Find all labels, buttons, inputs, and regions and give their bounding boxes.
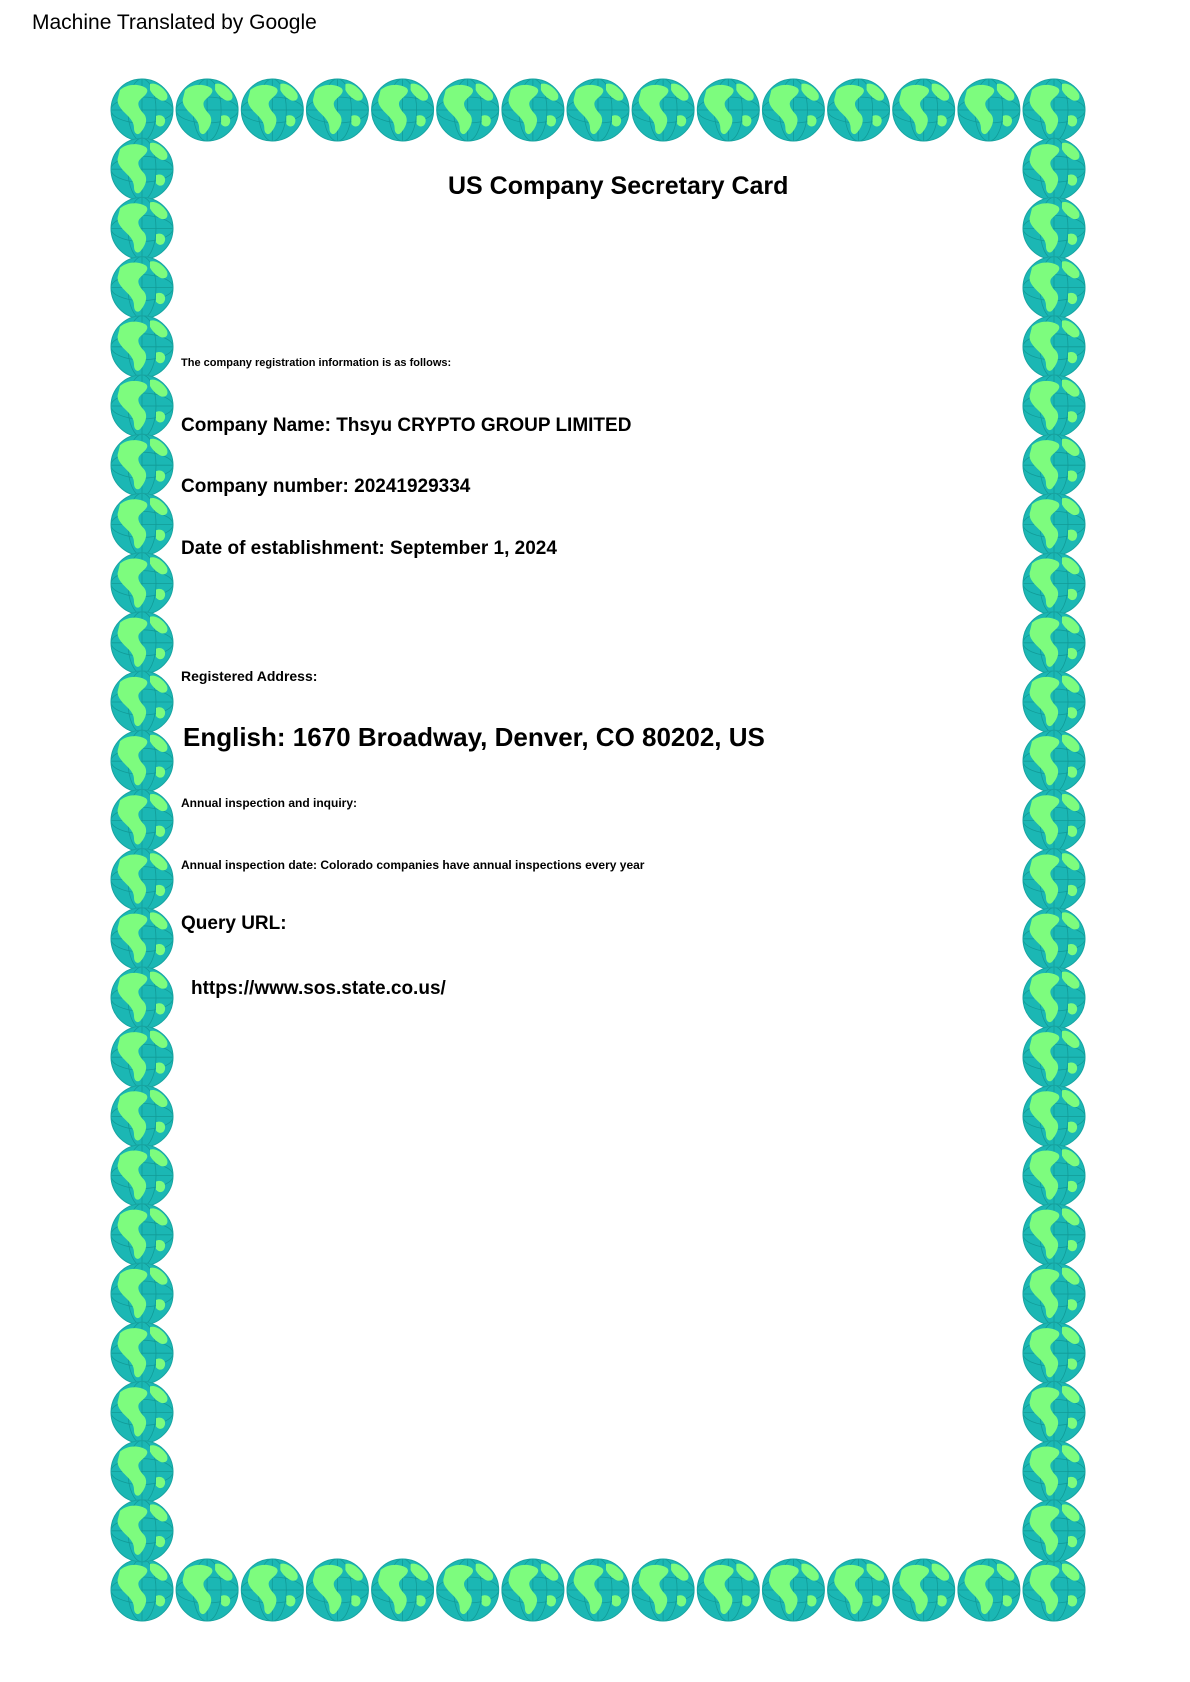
globe-icon: [1023, 257, 1085, 319]
globe-icon: [111, 1085, 173, 1147]
globe-icon: [1023, 1500, 1085, 1562]
globe-icon: [372, 79, 434, 141]
globe-icon: [502, 79, 564, 141]
globe-icon: [1023, 1381, 1085, 1443]
globe-icon: [111, 375, 173, 437]
annual-inspection-date: Annual inspection date: Colorado companies have annual inspections every year: [181, 858, 645, 872]
globe-icon: [1023, 316, 1085, 378]
globe-icon: [1023, 908, 1085, 970]
machine-translation-banner: Machine Translated by Google: [32, 11, 317, 34]
registered-address-english: English: 1670 Broadway, Denver, CO 80202, US: [183, 722, 765, 752]
globe-icon: [762, 1559, 824, 1621]
query-url-link[interactable]: https://www.sos.state.co.us/: [191, 978, 446, 999]
globe-icon: [632, 79, 694, 141]
globe-icon: [762, 79, 824, 141]
globe-icon: [567, 79, 629, 141]
globe-icon: [958, 79, 1020, 141]
globe-icon: [111, 612, 173, 674]
globe-icon: [632, 1559, 694, 1621]
globe-icon: [697, 79, 759, 141]
globe-icon: [111, 1381, 173, 1443]
globe-icon: [958, 1559, 1020, 1621]
globe-icon: [111, 1026, 173, 1088]
globe-icon: [306, 1559, 368, 1621]
globe-icon: [111, 671, 173, 733]
globe-icon: [1023, 1026, 1085, 1088]
globe-border-globes: [111, 79, 1085, 1621]
globe-icon: [1023, 1085, 1085, 1147]
globe-icon: [437, 79, 499, 141]
company-name: Company Name: Thsyu CRYPTO GROUP LIMITED: [181, 415, 632, 436]
globe-icon: [1023, 849, 1085, 911]
date-of-establishment: Date of establishment: September 1, 2024: [181, 538, 557, 559]
registered-address-label: Registered Address:: [181, 668, 318, 684]
globe-icon: [111, 434, 173, 496]
globe-icon: [111, 1559, 173, 1621]
globe-icon: [437, 1559, 499, 1621]
annual-inspection-label: Annual inspection and inquiry:: [181, 796, 358, 810]
globe-icon: [1023, 1559, 1085, 1621]
globe-icon: [176, 79, 238, 141]
globe-icon: [1023, 671, 1085, 733]
globe-icon: [111, 1145, 173, 1207]
globe-icon: [893, 79, 955, 141]
globe-icon: [372, 1559, 434, 1621]
globe-icon: [111, 197, 173, 259]
globe-icon: [1023, 789, 1085, 851]
globe-icon: [502, 1559, 564, 1621]
globe-icon: [241, 79, 303, 141]
globe-icon: [1023, 1441, 1085, 1503]
globe-icon: [1023, 1263, 1085, 1325]
globe-icon: [1023, 197, 1085, 259]
card-title: US Company Secretary Card: [448, 172, 789, 200]
globe-icon: [697, 1559, 759, 1621]
globe-icon: [111, 1204, 173, 1266]
globe-icon: [1023, 612, 1085, 674]
globe-icon: [828, 79, 890, 141]
company-number: Company number: 20241929334: [181, 476, 471, 497]
globe-icon: [111, 730, 173, 792]
globe-icon: [1023, 138, 1085, 200]
globe-icon: [111, 257, 173, 319]
globe-icon: [893, 1559, 955, 1621]
globe-icon: [176, 1559, 238, 1621]
globe-icon: [111, 849, 173, 911]
globe-icon: [828, 1559, 890, 1621]
globe-icon: [1023, 375, 1085, 437]
globe-icon: [111, 1322, 173, 1384]
globe-icon: [111, 1500, 173, 1562]
globe-icon: [1023, 434, 1085, 496]
globe-icon: [1023, 967, 1085, 1029]
globe-icon: [1023, 1204, 1085, 1266]
globe-icon: [1023, 493, 1085, 555]
query-url-label: Query URL:: [181, 913, 287, 934]
globe-icon: [1023, 553, 1085, 615]
globe-icon: [111, 1263, 173, 1325]
globe-icon: [567, 1559, 629, 1621]
globe-icon: [111, 789, 173, 851]
globe-icon: [1023, 79, 1085, 141]
globe-icon: [306, 79, 368, 141]
globe-icon: [1023, 1322, 1085, 1384]
globe-icon: [111, 1441, 173, 1503]
registration-intro: The company registration information is as follows:: [181, 357, 452, 369]
globe-icon: [111, 138, 173, 200]
globe-icon: [111, 967, 173, 1029]
globe-icon: [241, 1559, 303, 1621]
globe-icon: [1023, 730, 1085, 792]
globe-icon: [111, 493, 173, 555]
globe-icon: [1023, 1145, 1085, 1207]
globe-icon: [111, 908, 173, 970]
globe-icon: [111, 316, 173, 378]
globe-icon: [111, 553, 173, 615]
globe-icon: [111, 79, 173, 141]
